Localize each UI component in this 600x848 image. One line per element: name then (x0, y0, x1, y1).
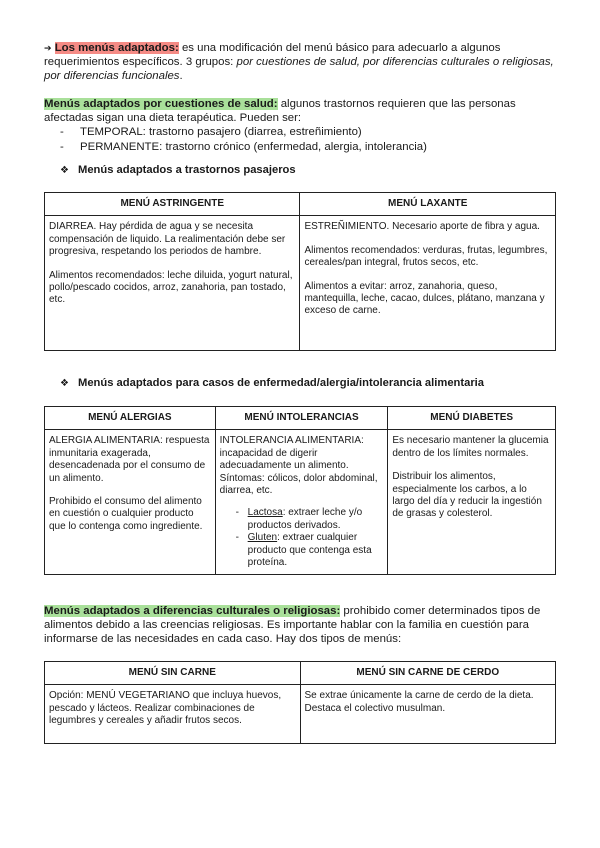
cell-paragraph: Es necesario mantener la glucemia dentro de los límites normales. (392, 435, 549, 459)
header-laxante: MENÚ LAXANTE (300, 193, 556, 216)
health-paragraph (44, 97, 562, 154)
arrow-icon: ➔ (44, 43, 52, 53)
subheading-disease (60, 377, 484, 389)
cell-paragraph: Prohibido el consumo del alimento en cuestión o cualquier producto que lo contenga como ingrediente. (49, 496, 203, 532)
list-item: - TEMPORAL: trastorno pasajero (diarrea, estreñimiento) (44, 125, 562, 139)
cell-paragraph: Alimentos recomendados: leche diluida, yogurt natural, pollo/pescado cocidos, arroz, zanahoria, pan tostado, etc. (49, 269, 293, 306)
intro-italic: por cuestiones de salud, por diferencias culturales o religiosas, por diferencias funcionales (44, 56, 554, 83)
cell-astringente (45, 216, 300, 351)
subheading-temporary (60, 164, 296, 176)
table-disease (44, 406, 556, 575)
cell-paragraph: Distribuir los alimentos, especialmente los carbos, a lo largo del día y reducir la ingestión de grasas y colesterol. (392, 471, 542, 520)
table-temporary (44, 192, 556, 351)
table-cultural (44, 661, 556, 744)
table-row (45, 685, 556, 744)
cell-sin-cerdo: Se extrae únicamente la carne de cerdo de la dieta. Destaca el colectivo musulman. (300, 685, 555, 744)
cell-paragraph: DIARREA. Hay pérdida de agua y se necesita compensación de liquido. La realimentación debe ser progresiva, respetando los periodos de hambre. (49, 221, 286, 258)
cell-paragraph: ALERGIA ALIMENTARIA: respuesta inmunitaria exagerada, desencadenada por el consumo de un alimento. (49, 435, 210, 484)
cell-paragraph: INTOLERANCIA ALIMENTARIA: incapacidad de digerir adecuadamente un alimento. Síntomas: cólicos, dolor abdominal, diarrea, etc. (219, 435, 378, 497)
intro-period: . (179, 70, 183, 83)
term-description: : extraer leche y/o productos derivados. (247, 507, 363, 531)
cell-intolerancias (215, 430, 388, 575)
cultural-highlight: Menús adaptados a diferencias culturales o religiosas: (44, 605, 341, 617)
header-astringente: MENÚ ASTRINGENTE (45, 193, 300, 216)
list-item: - PERMANENTE: trastorno crónico (enfermedad, alergia, intolerancia) (44, 140, 562, 154)
cell-sin-carne: Opción: MENÚ VEGETARIANO que incluya huevos, pescado y lácteos. Realizar combinaciones de legumbres y cereales y añadir frutos secos. (45, 685, 301, 744)
cell-paragraph: Alimentos recomendados: verduras, frutas, legumbres, cereales/pan integral, frutos secos, etc. (304, 244, 548, 269)
table-row (45, 430, 556, 575)
cell-paragraph: Alimentos a evitar: arroz, zanahoria, queso, mantequilla, leche, cacao, dulces, plátano, manzana y exceso de carne. (304, 280, 545, 317)
intro-text: es una modificación del menú básico para adecuarlo a algunos requerimientos específicos. 3 grupos: (44, 42, 501, 69)
intolerance-list (220, 507, 383, 569)
health-list (44, 125, 562, 153)
subheading-title: Menús adaptados a trastornos pasajeros (78, 164, 296, 176)
list-item (220, 532, 383, 569)
health-text: algunos trastornos requieren que las personas afectadas sigan una dieta terapéutica. Pueden ser: (44, 98, 516, 125)
cell-paragraph: ESTREÑIMIENTO. Necesario aporte de fibra y agua. (304, 221, 540, 233)
cell-alergias (45, 430, 216, 575)
cultural-text: prohibido comer determinados tipos de alimentos debido a las creencias religiosas. Es importante hablar con la familia en cuestión para informarse de las necesidades en cada caso. Hay dos tipos de menús: (44, 605, 541, 646)
term-lactosa: Lactosa (247, 507, 283, 519)
cultural-paragraph (44, 604, 562, 647)
header-sin-cerdo: MENÚ SIN CARNE DE CERDO (300, 662, 555, 685)
subheading-title: Menús adaptados para casos de enfermedad/alergia/intolerancia alimentaria (78, 377, 485, 389)
cell-laxante (300, 216, 556, 351)
list-item (220, 507, 383, 532)
table-header-row (45, 193, 556, 216)
term-gluten: Gluten (247, 532, 278, 544)
table-header-row (45, 407, 556, 430)
table-row (45, 216, 556, 351)
table-header-row (45, 662, 556, 685)
header-diabetes: MENÚ DIABETES (388, 407, 556, 430)
intro-paragraph (44, 41, 562, 84)
header-intolerancias: MENÚ INTOLERANCIAS (215, 407, 388, 430)
cell-diabetes (388, 430, 556, 575)
intro-highlight: Los menús adaptados: (54, 42, 179, 54)
diamond-bullet-icon: ❖ (60, 378, 69, 389)
term-description: : extraer cualquier producto que contenga esta proteína. (247, 532, 372, 569)
health-highlight: Menús adaptados por cuestiones de salud: (44, 98, 278, 110)
header-sin-carne: MENÚ SIN CARNE (45, 662, 301, 685)
diamond-bullet-icon: ❖ (60, 165, 69, 176)
header-alergias: MENÚ ALERGIAS (45, 407, 216, 430)
